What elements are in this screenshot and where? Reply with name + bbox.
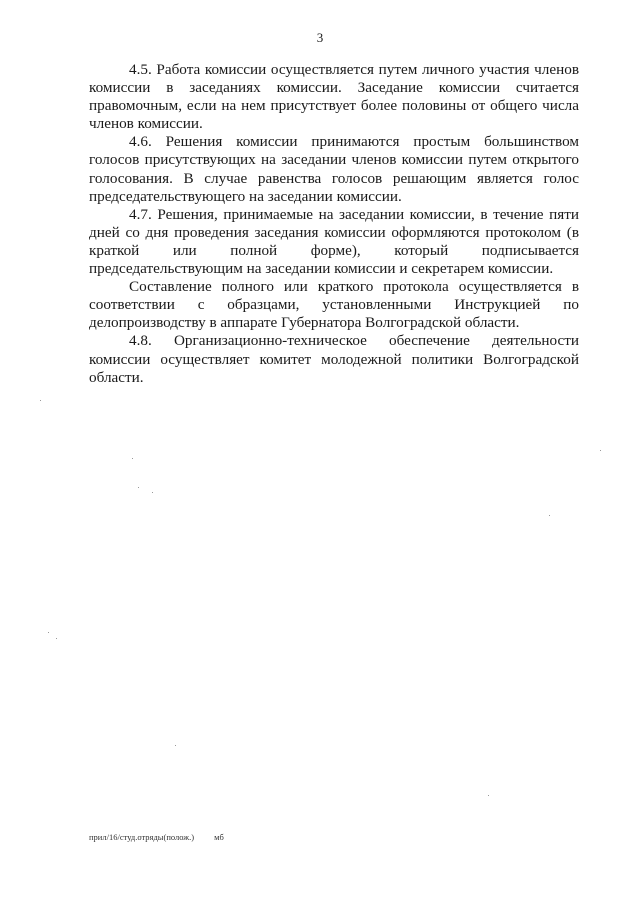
paragraph-protocol: Составление полного или краткого протокола осуществляется в соответствии с образцами, установленными Инструкцией по делопроизводству в аппарате Губернатора Волгоградской области.	[89, 278, 579, 332]
paragraph-4-8: 4.8. Организационно-техническое обеспечение деятельности комиссии осуществляет комитет молодежной политики Волгоградской области.	[89, 332, 579, 386]
document-body	[89, 61, 579, 387]
footer-file-reference: прил/16/студ.отряды(полож.)	[89, 832, 195, 842]
scan-speck	[488, 795, 489, 796]
scan-speck	[40, 400, 41, 401]
footer-initials: мб	[214, 832, 224, 842]
scan-speck	[48, 632, 49, 633]
scan-speck	[56, 638, 57, 639]
scan-speck	[600, 450, 601, 451]
scan-speck	[175, 745, 176, 746]
scan-speck	[138, 487, 139, 488]
paragraph-4-7: 4.7. Решения, принимаемые на заседании комиссии, в течение пяти дней со дня проведения заседания комиссии оформляются протоколом (в краткой или полной форме), который подписывается председательствующим на заседании комиссии и секретарем комиссии.	[89, 205, 579, 278]
scan-speck	[132, 458, 133, 459]
footer	[89, 832, 224, 842]
scan-speck	[152, 492, 153, 493]
page-number: 3	[316, 30, 324, 45]
paragraph-4-5: 4.5. Работа комиссии осуществляется путем личного участия членов комиссии в заседаниях комиссии. Заседание комиссии считается правомочным, если на нем присутствует более половины от общего числа членов комиссии.	[89, 61, 579, 133]
scan-speck	[549, 515, 550, 516]
paragraph-4-6: 4.6. Решения комиссии принимаются простым большинством голосов присутствующих на заседании членов комиссии путем открытого голосования. В случае равенства голосов решающим является голос председательствующего на заседании комиссии.	[89, 133, 579, 205]
